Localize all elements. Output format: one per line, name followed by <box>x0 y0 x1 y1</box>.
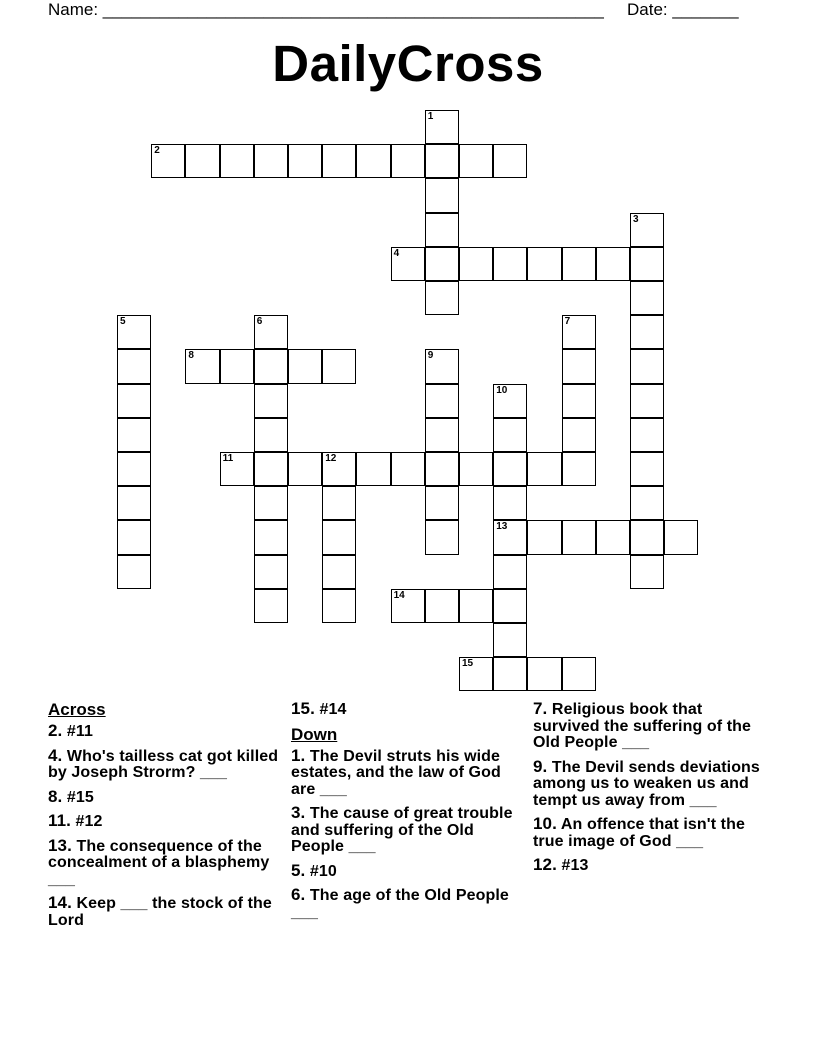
grid-cell[interactable] <box>117 384 151 418</box>
down-clue-list <box>291 745 523 922</box>
across-clue-list <box>48 723 280 929</box>
grid-cell[interactable] <box>630 349 664 383</box>
across-heading: Across <box>48 700 106 719</box>
grid-cell[interactable] <box>562 247 596 281</box>
cell-number: 2 <box>154 145 160 157</box>
grid-cell[interactable] <box>459 657 493 691</box>
grid-cell[interactable] <box>425 144 459 178</box>
grid-cell[interactable] <box>254 384 288 418</box>
grid-cell[interactable] <box>562 452 596 486</box>
clue-item <box>291 745 523 799</box>
name-field-label: Name: _____________________________________________________ <box>48 0 604 19</box>
clue-text: The age of the Old People ___ <box>291 887 509 921</box>
clue-item <box>48 723 280 741</box>
clue-column-3 <box>533 701 769 882</box>
cell-number: 13 <box>496 521 508 533</box>
clue-item <box>533 756 769 810</box>
clue-number: 4. <box>48 745 63 765</box>
grid-cell[interactable] <box>254 486 288 520</box>
clue-column-2 <box>291 701 523 928</box>
cell-number: 12 <box>325 453 337 464</box>
clue-text: #14 <box>314 701 347 718</box>
grid-cell[interactable] <box>425 178 459 212</box>
across-clue-list-continued <box>291 701 523 719</box>
grid-cell[interactable] <box>493 623 527 657</box>
clue-item <box>48 835 280 889</box>
grid-cell[interactable] <box>630 486 664 520</box>
cell-number: 5 <box>120 316 126 328</box>
cell-number: 7 <box>564 316 571 328</box>
grid-cell[interactable] <box>527 452 561 486</box>
clue-number: 5. <box>291 860 306 880</box>
grid-cell[interactable] <box>630 384 664 418</box>
grid-cell[interactable] <box>322 555 356 589</box>
clue-text: #10 <box>305 862 337 880</box>
grid-cell[interactable] <box>493 657 527 691</box>
grid-cell[interactable] <box>493 144 527 178</box>
grid-cell[interactable] <box>493 555 527 589</box>
grid-cell[interactable] <box>630 452 664 486</box>
clue-item <box>48 813 280 831</box>
grid-cell[interactable] <box>391 589 425 623</box>
clue-column-1 <box>48 701 280 936</box>
clue-item <box>48 745 280 782</box>
grid-cell[interactable] <box>288 144 322 178</box>
grid-cell[interactable] <box>493 520 527 554</box>
grid-cell[interactable] <box>117 555 151 589</box>
grid-cell[interactable] <box>630 247 664 281</box>
grid-cell[interactable] <box>117 349 151 383</box>
grid-cell[interactable] <box>630 213 664 247</box>
grid-cell[interactable] <box>562 657 596 691</box>
clue-number: 2. <box>48 721 63 740</box>
grid-cell[interactable] <box>493 486 527 520</box>
grid-cell[interactable] <box>527 247 561 281</box>
grid-cell[interactable] <box>322 520 356 554</box>
clue-item <box>291 805 523 856</box>
grid-cell[interactable] <box>493 589 527 623</box>
clue-item <box>533 701 769 752</box>
clue-item <box>48 786 280 807</box>
grid-cell[interactable] <box>151 144 185 178</box>
grid-cell[interactable] <box>254 452 288 486</box>
grid-cell[interactable] <box>425 452 459 486</box>
grid-cell[interactable] <box>630 418 664 452</box>
clue-item <box>48 895 280 929</box>
grid-cell[interactable] <box>322 144 356 178</box>
clue-number: 12. <box>533 855 557 874</box>
grid-cell[interactable] <box>254 349 288 383</box>
clue-text: The Devil sends deviations among us to weaken us and tempt us away from ___ <box>533 758 760 809</box>
grid-cell[interactable] <box>562 418 596 452</box>
grid-cell[interactable] <box>117 486 151 520</box>
grid-cell[interactable] <box>493 452 527 486</box>
grid-cell[interactable] <box>493 418 527 452</box>
clue-item <box>291 860 523 881</box>
clue-item <box>533 816 769 850</box>
grid-cell[interactable] <box>185 144 219 178</box>
grid-cell[interactable] <box>630 555 664 589</box>
grid-cell[interactable] <box>220 349 254 383</box>
clue-number: 7. <box>533 699 548 718</box>
grid-cell[interactable] <box>220 144 254 178</box>
clue-item <box>291 701 523 719</box>
grid-cell[interactable] <box>391 452 425 486</box>
down-heading: Down <box>291 724 338 744</box>
cell-number: 1 <box>427 111 434 122</box>
down-clue-list-continued <box>533 701 769 875</box>
grid-cell[interactable] <box>425 418 459 452</box>
grid-cell[interactable] <box>356 452 390 486</box>
clue-text: #12 <box>71 813 103 830</box>
cell-number: 11 <box>222 453 234 464</box>
grid-cell[interactable] <box>322 589 356 623</box>
grid-cell[interactable] <box>527 520 561 554</box>
clue-text: #13 <box>556 857 589 874</box>
grid-cell[interactable] <box>459 144 493 178</box>
grid-cell[interactable] <box>322 486 356 520</box>
cell-number: 3 <box>633 213 639 225</box>
clue-number: 3. <box>291 803 306 822</box>
grid-cell[interactable] <box>459 247 493 281</box>
clue-text: Who's tailless cat got killed by Joseph Strorm? ___ <box>48 747 279 781</box>
grid-cell[interactable] <box>322 349 356 383</box>
grid-cell[interactable] <box>425 349 459 383</box>
grid-cell[interactable] <box>117 418 151 452</box>
grid-cell[interactable] <box>459 452 493 486</box>
grid-cell[interactable] <box>185 349 219 383</box>
grid-cell[interactable] <box>254 144 288 178</box>
clue-number: 10. <box>533 814 557 833</box>
cell-number: 15 <box>462 658 474 670</box>
clue-text: Keep ___ the stock of the Lord <box>48 895 272 929</box>
grid-cell[interactable] <box>425 589 459 623</box>
clue-number: 11. <box>48 811 71 830</box>
grid-cell[interactable] <box>288 452 322 486</box>
cell-number: 4 <box>393 247 400 259</box>
grid-cell[interactable] <box>254 418 288 452</box>
clue-number: 8. <box>48 786 63 806</box>
grid-cell[interactable] <box>254 589 288 623</box>
clue-number: 13. <box>48 835 72 855</box>
grid-cell[interactable] <box>425 281 459 315</box>
clue-item <box>533 857 769 875</box>
grid-cell[interactable] <box>117 452 151 486</box>
cell-number: 14 <box>393 589 405 601</box>
grid-cell[interactable] <box>391 144 425 178</box>
grid-cell[interactable] <box>459 589 493 623</box>
grid-cell[interactable] <box>425 247 459 281</box>
clue-number: 1. <box>291 745 306 765</box>
grid-cell[interactable] <box>630 520 664 554</box>
grid-cell[interactable] <box>596 520 630 554</box>
grid-cell[interactable] <box>322 452 356 486</box>
grid-cell[interactable] <box>527 657 561 691</box>
grid-cell[interactable] <box>562 520 596 554</box>
cell-number: 10 <box>496 384 508 396</box>
grid-cell[interactable] <box>630 281 664 315</box>
grid-cell[interactable] <box>254 315 288 349</box>
clue-number: 6. <box>291 885 306 904</box>
date-field-label: Date: _______ <box>627 0 739 19</box>
grid-cell[interactable] <box>425 486 459 520</box>
clue-text: Religious book that survived the suffering of the Old People ___ <box>533 701 752 751</box>
grid-cell[interactable] <box>596 247 630 281</box>
grid-cell[interactable] <box>562 315 596 349</box>
clue-text: The consequence of the concealment of a blasphemy ___ <box>48 837 270 888</box>
clue-number: 14. <box>48 893 72 912</box>
cell-number: 6 <box>256 316 263 328</box>
grid-cell[interactable] <box>356 144 390 178</box>
cell-number: 8 <box>188 350 194 362</box>
grid-cell[interactable] <box>117 315 151 349</box>
grid-cell[interactable] <box>493 247 527 281</box>
grid-cell[interactable] <box>254 555 288 589</box>
clue-text: #15 <box>62 788 94 806</box>
clue-number: 15. <box>291 699 315 718</box>
grid-cell[interactable] <box>117 520 151 554</box>
clue-number: 9. <box>533 756 548 776</box>
grid-cell[interactable] <box>425 384 459 418</box>
grid-cell[interactable] <box>630 315 664 349</box>
grid-cell[interactable] <box>562 384 596 418</box>
clue-text: #11 <box>62 723 94 740</box>
grid-cell[interactable] <box>562 349 596 383</box>
grid-cell[interactable] <box>425 520 459 554</box>
grid-cell[interactable] <box>288 349 322 383</box>
clue-text: An offence that isn't the true image of God ___ <box>533 816 745 850</box>
grid-cell[interactable] <box>254 520 288 554</box>
clue-item <box>291 887 523 921</box>
grid-cell[interactable] <box>425 110 459 144</box>
grid-cell[interactable] <box>493 384 527 418</box>
grid-cell[interactable] <box>664 520 698 554</box>
grid-cell[interactable] <box>220 452 254 486</box>
cell-number: 9 <box>427 350 434 362</box>
clue-text: The cause of great trouble and suffering of the Old People ___ <box>291 805 513 855</box>
grid-cell[interactable] <box>425 213 459 247</box>
grid-cell[interactable] <box>391 247 425 281</box>
puzzle-title: DailyCross <box>272 35 544 92</box>
clue-text: The Devil struts his wide estates, and the law of God are ___ <box>291 747 501 798</box>
